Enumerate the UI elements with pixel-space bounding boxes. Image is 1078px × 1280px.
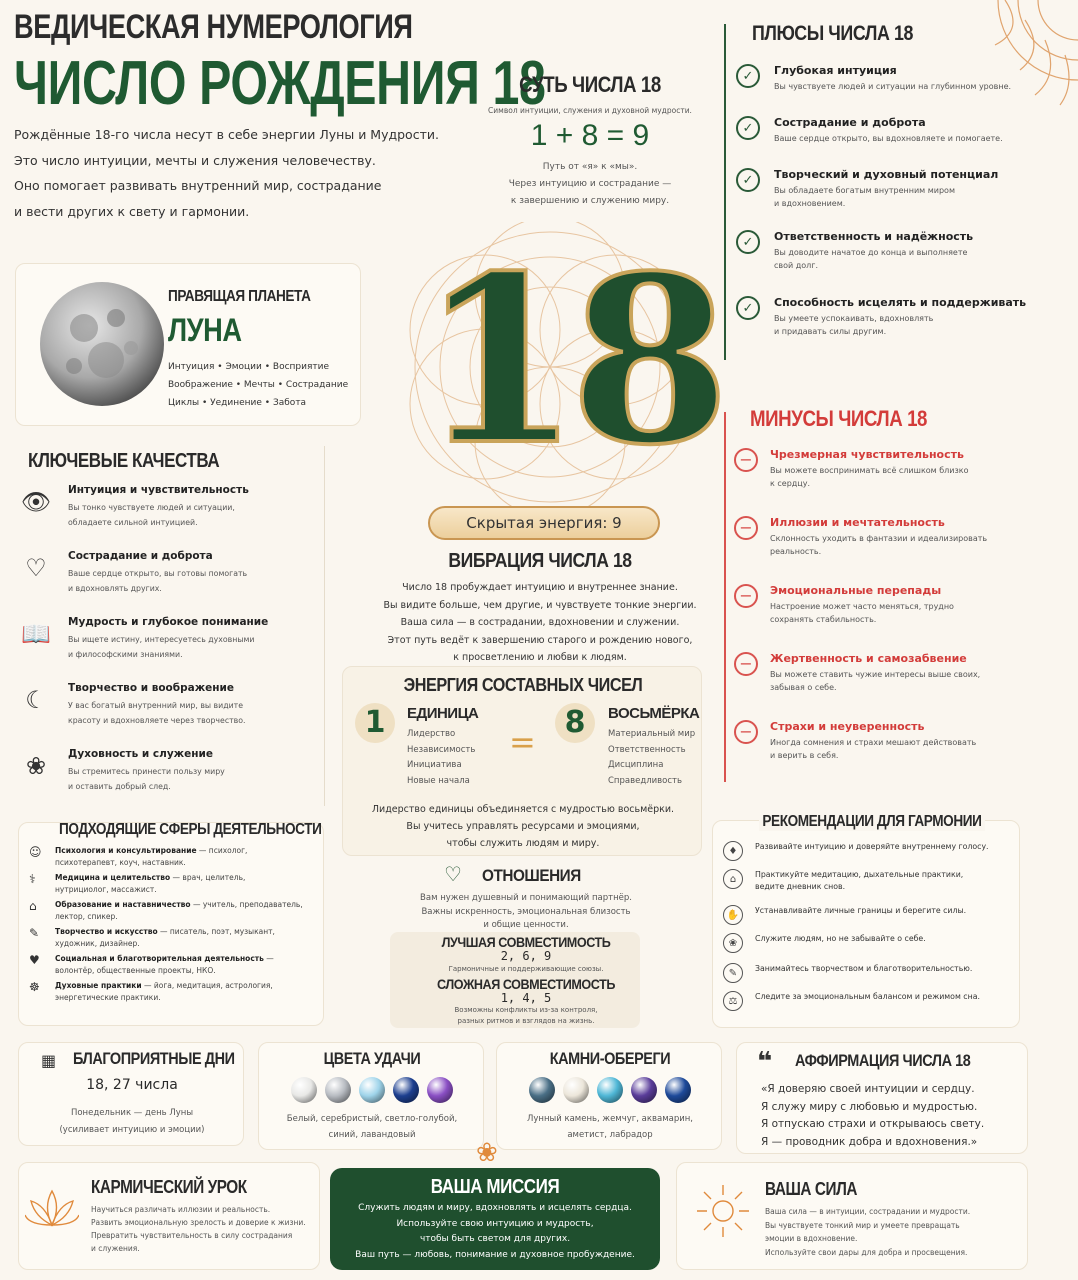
minus-item: − Чрезмерная чувствительность Вы можете воспринимать всё слишком близко к сердцу.	[734, 448, 1064, 490]
recommendation-item: ⌂ Практикуйте медитацию, дыхательные практики, ведите дневник снов.	[723, 869, 1019, 893]
recommendation-item: ⚖ Следите за эмоциональным балансом и режимом сна.	[723, 991, 1019, 1011]
moon-icon	[36, 278, 168, 410]
minuses-title: МИНУСЫ ЧИСЛА 18	[750, 406, 928, 431]
energy-card: ЭНЕРГИЯ СОСТАВНЫХ ЧИСЕЛ 1 ЕДИНИЦА Лидерство Независимость Инициатива Новые начала = 8 ВОСЬМЁРКА Материальный мир Ответственность Дисциплина Справедливость Лидерство единицы объединяется с мудростью восьмёрки. Вы учитесь управлять ресурсами и эмоциями, чтобы служить людям и миру.	[342, 666, 702, 856]
colors-card: ЦВЕТА УДАЧИ Белый, серебристый, светло-голубой, синий, лавандовый	[258, 1042, 484, 1150]
energy-digit-8: 8	[555, 703, 595, 743]
recommendations-title: РЕКОМЕНДАЦИИ ДЛЯ ГАРМОНИИ	[759, 813, 985, 831]
minus-icon: −	[734, 448, 758, 472]
colors-title: ЦВЕТА УДАЧИ	[323, 1049, 421, 1068]
power-title: ВАША СИЛА	[765, 1179, 858, 1199]
recommendation-icon: ♦	[723, 841, 743, 861]
big-number-18: 18	[420, 226, 721, 496]
plus-item: ✓ Глубокая интуиция Вы чувствуете людей и ситуации на глубинном уровне.	[736, 64, 1066, 93]
sun-icon	[695, 1183, 751, 1239]
recommendation-item: ✎ Занимайтесь творчеством и благотворительностью.	[723, 963, 1019, 983]
recommendation-icon: ✋	[723, 905, 743, 925]
best-compat-title: ЛУЧШАЯ СОВМЕСТИМОСТЬ	[441, 934, 611, 950]
equals-sign: =	[509, 723, 536, 761]
color-swatch	[393, 1077, 419, 1103]
minuses-divider	[724, 412, 726, 782]
recommendations-card	[712, 813, 1020, 1028]
minus-icon: −	[734, 584, 758, 608]
sphere-icon: ☺	[29, 845, 42, 859]
color-swatch	[325, 1077, 351, 1103]
vibration-title: ВИБРАЦИЯ ЧИСЛА 18	[448, 550, 632, 572]
days-title: БЛАГОПРИЯТНЫЕ ДНИ	[73, 1049, 235, 1068]
minus-icon: −	[734, 652, 758, 676]
recommendation-icon: ⌂	[723, 869, 743, 889]
recommendation-icon: ⚖	[723, 991, 743, 1011]
planet-label: ПРАВЯЩАЯ ПЛАНЕТА	[168, 288, 311, 305]
affirmation-title: АФФИРМАЦИЯ ЧИСЛА 18	[795, 1051, 971, 1070]
pluses-divider	[724, 24, 726, 360]
recommendation-icon: ✎	[723, 963, 743, 983]
heart-icon: ♡	[444, 862, 462, 886]
hard-compat-title: СЛОЖНАЯ СОВМЕСТИМОСТЬ	[437, 976, 615, 992]
energy-name-1: ЕДИНИЦА	[407, 705, 479, 722]
stone-swatch	[665, 1077, 691, 1103]
spheres-card	[18, 822, 324, 1026]
mission-card: ВАША МИССИЯ Служить людям и миру, вдохновлять и исцелять сердца. Используйте свою интуицию и мудрость, чтобы быть светом для других. Ваш путь — любовь, понимание и духовное пробуждение.	[330, 1168, 660, 1270]
plus-item: ✓ Творческий и духовный потенциал Вы обладаете богатым внутренним миром и вдохновением.	[736, 168, 1066, 210]
minus-icon: −	[734, 720, 758, 744]
intro-text: Рождённые 18-го числа несут в себе энергии Луны и Мудрости. Это число интуиции, мечты и служения человечеству. Оно помогает развивать внутренний мир, сострадание и вести других к свету и гармонии.	[14, 127, 439, 219]
sphere-icon: ⚕	[29, 872, 36, 886]
pluses-title: ПЛЮСЫ ЧИСЛА 18	[752, 22, 913, 45]
best-compat-values: 2, 6, 9	[500, 949, 552, 963]
color-swatch	[291, 1077, 317, 1103]
lotus-icon: ❀	[25, 752, 47, 780]
sphere-item: ⌂ Образование и наставничество — учитель, преподаватель, лектор, спикер.	[29, 899, 303, 921]
calendar-icon: ▦	[41, 1051, 57, 1070]
affirmation-card: ❝ АФФИРМАЦИЯ ЧИСЛА 18 «Я доверяю своей интуиции и сердцу. Я служу миру с любовью и мудростью. Я отпускаю страхи и открываюсь свету. Я — проводник добра и вдохновения.»	[736, 1042, 1028, 1154]
qualities-divider	[324, 446, 325, 806]
energy-name-8: ВОСЬМЁРКА	[608, 705, 700, 722]
sphere-item: ☸ Духовные практики — йога, медитация, астрология, энергетические практики.	[29, 980, 273, 1002]
sphere-item: ⚕ Медицина и целительство — врач, целитель, нутрициолог, массажист.	[29, 872, 246, 894]
planet-name: ЛУНА	[168, 312, 242, 348]
quote-icon: ❝	[757, 1047, 773, 1077]
stones-title: КАМНИ-ОБЕРЕГИ	[549, 1049, 671, 1068]
sphere-item: ☺ Психология и консультирование — психолог, психотерапевт, коуч, наставник.	[29, 845, 248, 867]
hidden-energy-badge: Скрытая энергия: 9	[428, 506, 660, 540]
relations-card: ♡ ОТНОШЕНИЯ Вам нужен душевный и понимающий партнёр. Важны искренность, эмоциональная близость и общие ценности. ЛУЧШАЯ СОВМЕСТИМОСТЬ 2, 6, 9 Гармоничные и поддерживающие союзы. СЛОЖНАЯ СОВМЕСТИМОСТЬ 1, 4, 5 Возможны конфликты из-за контроля, разных ритмов и взглядов на жизнь.	[378, 860, 674, 1030]
vibration-block: ВИБРАЦИЯ ЧИСЛА 18 Число 18 пробуждает интуицию и внутреннее знание. Вы видите больше, чем другие, и чувствуете тонкие энергии. Ваша сила — в сострадании, вдохновении и служении. Этот путь ведёт к завершению старого и рождению нового, к просветлению и любви к людям.	[350, 550, 730, 667]
check-icon: ✓	[736, 116, 760, 140]
mission-title: ВАША МИССИЯ	[430, 1176, 560, 1198]
sphere-icon: ☸	[29, 980, 40, 994]
book-icon: 📖	[21, 620, 51, 648]
minus-item: − Страхи и неуверенность Иногда сомнения и страхи мешают действовать и верить в себя.	[734, 720, 1064, 762]
color-swatch	[359, 1077, 385, 1103]
hard-compat-values: 1, 4, 5	[500, 991, 552, 1005]
color-swatch	[427, 1077, 453, 1103]
days-card: ▦ БЛАГОПРИЯТНЫЕ ДНИ 18, 27 числа Понедельник — день Луны (усиливает интуицию и эмоции)	[18, 1042, 244, 1146]
days-dates: 18, 27 числа	[86, 1077, 178, 1093]
quality-item: 👁 Интуиция и чувствительность Вы тонко чувствуете людей и ситуации, обладаете сильной интуицией.	[18, 484, 318, 530]
heart-hands-icon: ♡	[25, 554, 47, 582]
lotus-top-icon: ❀	[476, 1138, 498, 1168]
essence-title: СУТЬ ЧИСЛА 18	[519, 72, 661, 97]
moon-icon: ☾	[25, 686, 47, 714]
lotus-icon	[25, 1187, 79, 1231]
sphere-icon: ♥	[29, 953, 40, 967]
page-title: ЧИСЛО РОЖДЕНИЯ 18	[14, 49, 546, 118]
sphere-icon: ✎	[29, 926, 40, 940]
stones-card: КАМНИ-ОБЕРЕГИ Лунный камень, жемчуг, аквамарин, аметист, лабрадор	[496, 1042, 722, 1150]
karma-card: КАРМИЧЕСКИЙ УРОК Научиться различать иллюзии и реальность. Развить эмоциональную зрелость и доверие к жизни. Превратить чувствительность в силу сострадания и служения.	[18, 1162, 320, 1270]
recommendation-item: ❀ Служите людям, но не забывайте о себе.	[723, 933, 1019, 953]
mandala-corner-icon	[975, 0, 1078, 110]
title-top: ВЕДИЧЕСКАЯ НУМЕРОЛОГИЯ	[14, 8, 413, 46]
recommendation-item: ♦ Развивайте интуицию и доверяйте внутреннему голосу.	[723, 841, 1019, 861]
energy-title: ЭНЕРГИЯ СОСТАВНЫХ ЧИСЕЛ	[403, 675, 643, 695]
essence-formula: 1 + 8 = 9	[530, 119, 650, 152]
recommendation-icon: ❀	[723, 933, 743, 953]
eye-icon: 👁	[20, 488, 52, 516]
quality-item: ♡ Сострадание и доброта Ваше сердце открыто, вы готовы помогать и вдохновлять других.	[18, 550, 318, 596]
stone-swatch	[597, 1077, 623, 1103]
sphere-item: ✎ Творчество и искусство — писатель, поэт, музыкант, художник, дизайнер.	[29, 926, 275, 948]
karma-title: КАРМИЧЕСКИЙ УРОК	[91, 1177, 247, 1197]
check-icon: ✓	[736, 64, 760, 88]
minus-item: − Эмоциональные перепады Настроение может часто меняться, трудно сохранять стабильность.	[734, 584, 1064, 626]
planet-card: ПРАВЯЩАЯ ПЛАНЕТА ЛУНА Интуиция • Эмоции • Восприятие Воображение • Мечты • Сострадание Циклы • Уединение • Забота	[15, 263, 361, 426]
check-icon: ✓	[736, 296, 760, 320]
stone-swatch	[631, 1077, 657, 1103]
essence-block: СУТЬ ЧИСЛА 18 Символ интуиции, служения и духовной мудрости. 1 + 8 = 9 Путь от «я» к «мы». Через интуицию и сострадание — к завершению и служению миру.	[470, 72, 710, 210]
check-icon: ✓	[736, 230, 760, 254]
quality-item: ☾ Творчество и воображение У вас богатый внутренний мир, вы видите красоту и вдохновляете через творчество.	[18, 682, 318, 728]
stone-swatch	[529, 1077, 555, 1103]
relations-title: ОТНОШЕНИЯ	[482, 866, 581, 885]
minus-item: − Иллюзии и мечтательность Склонность уходить в фантазии и идеализировать реальность.	[734, 516, 1064, 558]
sphere-icon: ⌂	[29, 899, 37, 913]
energy-digit-1: 1	[355, 703, 395, 743]
quality-item: ❀ Духовность и служение Вы стремитесь принести пользу миру и оставить добрый след.	[18, 748, 318, 794]
plus-item: ✓ Сострадание и доброта Ваше сердце открыто, вы вдохновляете и помогаете.	[736, 116, 1066, 145]
power-card: ВАША СИЛА Ваша сила — в интуиции, сострадании и мудрости. Вы чувствуете тонкий мир и умеете превращать эмоции в вдохновение. Используйте свои дары для добра и просвещения.	[676, 1162, 1028, 1270]
quality-item: 📖 Мудрость и глубокое понимание Вы ищете истину, интересуетесь духовными и философскими знаниями.	[18, 616, 318, 662]
qualities-title: КЛЮЧЕВЫЕ КАЧЕСТВА	[28, 450, 220, 472]
sphere-item: ♥ Социальная и благотворительная деятельность — волонтёр, общественные проекты, НКО.	[29, 953, 274, 975]
recommendation-item: ✋ Устанавливайте личные границы и берегите силы.	[723, 905, 1019, 925]
minus-icon: −	[734, 516, 758, 540]
stone-swatch	[563, 1077, 589, 1103]
plus-item: ✓ Способность исцелять и поддерживать Вы умеете успокаивать, вдохновлять и придавать силы другим.	[736, 296, 1066, 338]
check-icon: ✓	[736, 168, 760, 192]
spheres-title: ПОДХОДЯЩИЕ СФЕРЫ ДЕЯТЕЛЬНОСТИ	[59, 821, 322, 838]
minus-item: − Жертвенность и самозабвение Вы можете ставить чужие интересы выше своих, забывая о себе.	[734, 652, 1064, 694]
plus-item: ✓ Ответственность и надёжность Вы доводите начатое до конца и выполняете свой долг.	[736, 230, 1066, 272]
